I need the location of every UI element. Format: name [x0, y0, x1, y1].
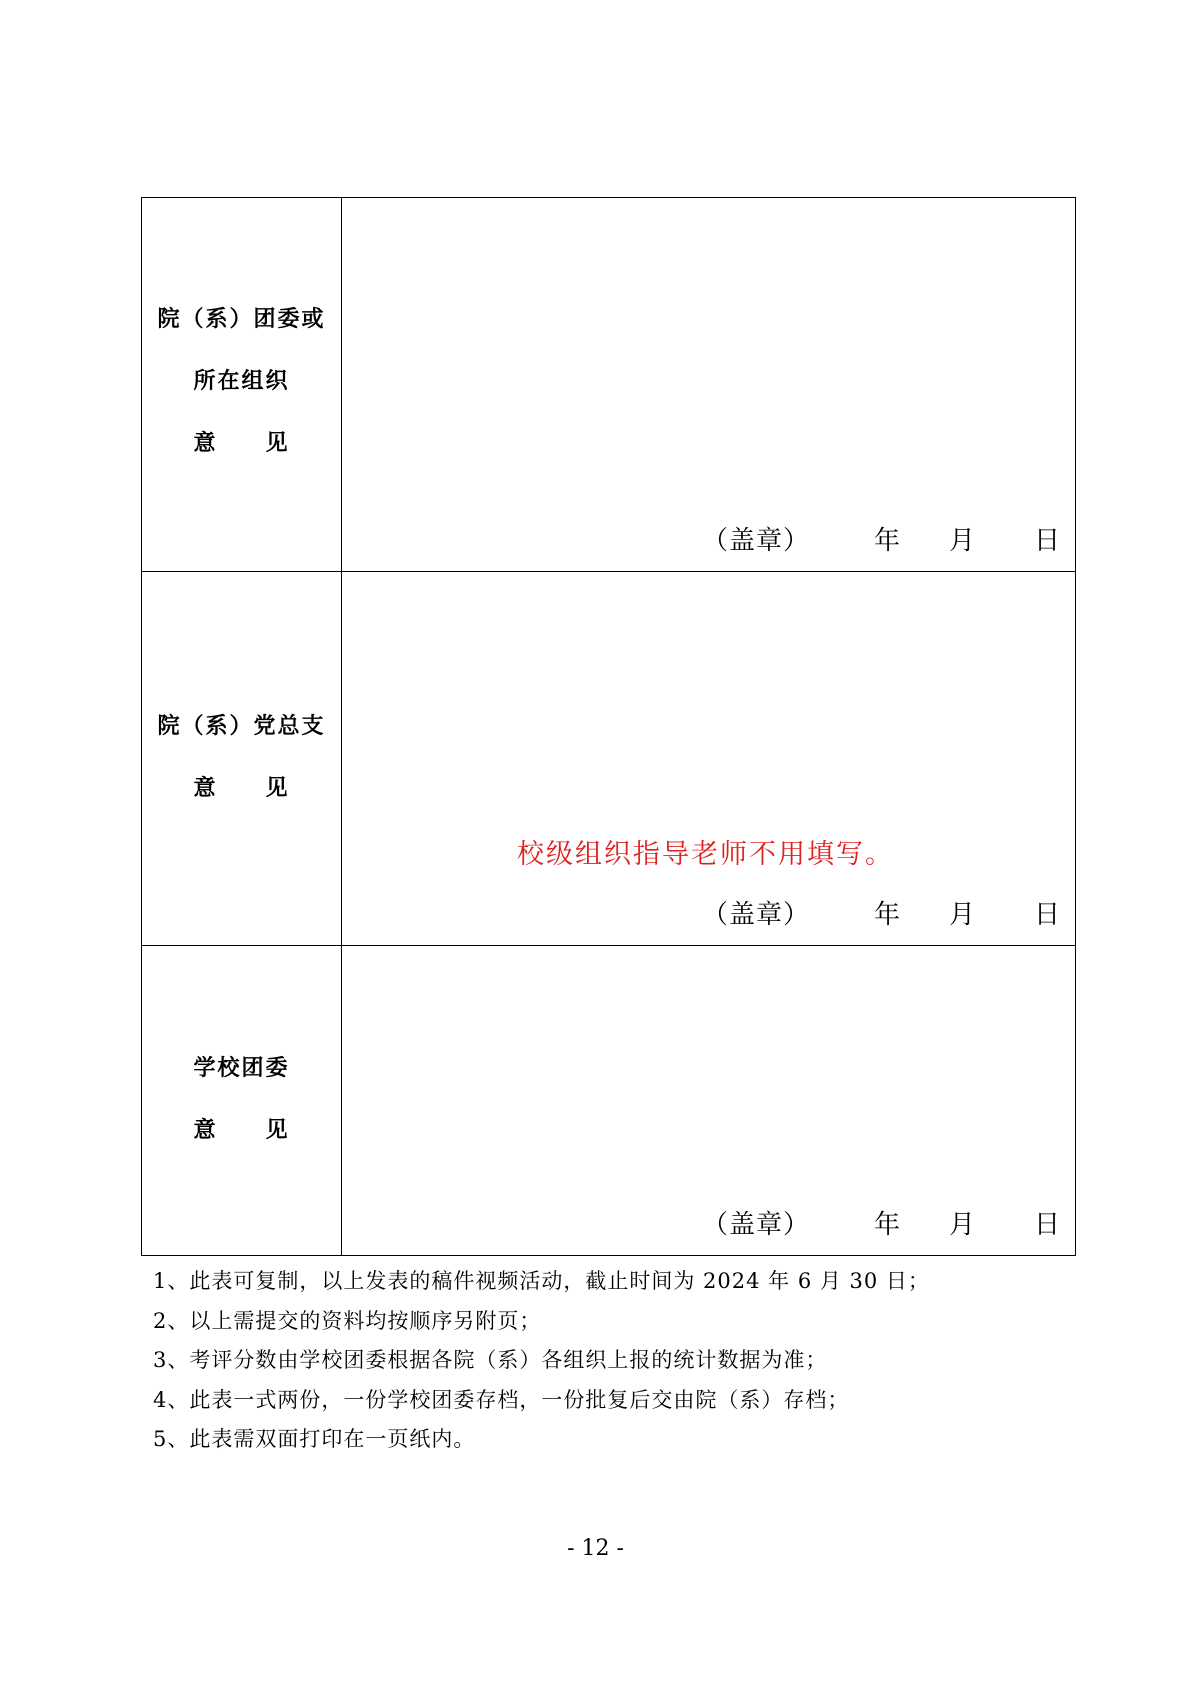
month-label: 月 — [948, 526, 976, 556]
seal-label: （盖章） — [701, 1210, 810, 1240]
label-line: 学校团委 — [193, 1056, 290, 1081]
signature-line — [702, 520, 1061, 557]
instruction-note: 校级组织指导老师不用填写。 — [517, 839, 894, 870]
note-item: 2、以上需提交的资料均按顺序另附页； — [153, 1308, 542, 1333]
year-label: 年 — [873, 900, 901, 930]
note-item: 4、此表一式两份，一份学校团委存档，一份批复后交由院（系）存档； — [153, 1387, 850, 1412]
day-label: 日 — [1033, 900, 1061, 930]
note-item: 5、此表需双面打印在一页纸内。 — [153, 1427, 476, 1451]
label-line: 意 见 — [193, 776, 290, 801]
form-row-party-branch — [142, 572, 1076, 946]
day-label: 日 — [1033, 526, 1061, 556]
label-cell-college-league — [142, 198, 342, 572]
year-label: 年 — [873, 1210, 901, 1240]
opinion-form-table — [141, 197, 1076, 1256]
opinion-field-college-league[interactable] — [342, 198, 1076, 572]
label-line: 意 见 — [193, 1118, 290, 1143]
year-label: 年 — [873, 526, 901, 556]
day-label: 日 — [1033, 1210, 1061, 1240]
month-label: 月 — [948, 900, 976, 930]
note-item: 3、考评分数由学校团委根据各院（系）各组织上报的统计数据为准； — [153, 1348, 828, 1372]
label-line: 院（系）团委或 — [157, 307, 326, 332]
opinion-field-party-branch[interactable] — [342, 572, 1076, 946]
label-line: 所在组织 — [193, 369, 290, 394]
seal-label: （盖章） — [701, 900, 810, 930]
label-cell-party-branch — [142, 572, 342, 946]
row-label — [142, 289, 341, 475]
signature-line — [702, 894, 1061, 931]
label-line: 意 见 — [193, 431, 290, 456]
row-label — [142, 1038, 341, 1162]
opinion-field-school-league[interactable] — [342, 946, 1076, 1256]
label-line: 院（系）党总支 — [157, 714, 326, 739]
page-number: - 12 - — [567, 1536, 624, 1561]
month-label: 月 — [948, 1210, 976, 1240]
notes-list — [153, 1262, 930, 1460]
signature-line — [702, 1204, 1061, 1241]
row-label — [142, 696, 341, 820]
form-row-school-league — [142, 946, 1076, 1256]
label-cell-school-league — [142, 946, 342, 1256]
form-row-college-league — [142, 198, 1076, 572]
note-item: 1、此表可复制，以上发表的稿件视频活动，截止时间为 2024 年 6 月 30 日； — [153, 1269, 930, 1293]
seal-label: （盖章） — [701, 526, 810, 556]
